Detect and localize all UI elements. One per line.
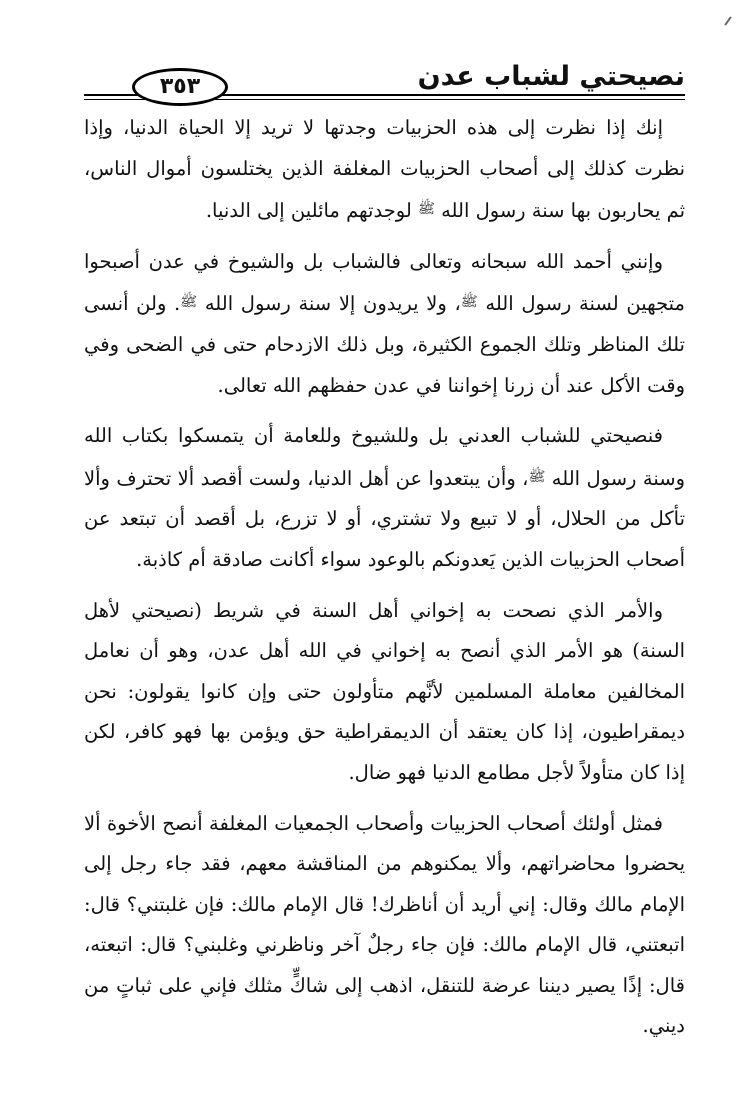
paragraph-4	[84, 591, 685, 794]
paragraph-5-text-1: فمثل أولئك أصحاب الحزبيات وأصحاب الجمعيات المغلفة أنصح الأخوة ألا يحضروا محاضراتهم، وألا يمكنوهم من المناقشة معهم، فقد جاء رجل إلى الإمام مالك وقال: إني أريد أن أناظرك! قال الإمام مالك: فإن غلبتني؟ قال: اتبعتني، قال الإمام مالك: فإن جاء رجلٌ آخر وناظرني وغلبني؟ قال: اتبعته، قال: إذًا يصير ديننا عرضة للتنقل، اذهب إلى شاكٍّ مثلك فإني على ثباتٍ من ديني.	[84, 811, 685, 1038]
paragraph-1-text-2: لوجدتهم مائلين إلى الدنيا.	[205, 199, 418, 223]
page-header	[84, 56, 685, 108]
paragraph-2-text-3: . ولن أنسى تلك المناظر وتلك الجموع الكثيرة، وبل ذلك الازدحام حتى في الضحى وفي وقت الأكل عند أن زرنا إخواننا في عدن حفظهم الله تعالى.	[84, 292, 685, 397]
paragraph-2	[84, 242, 685, 406]
paragraph-2-text-1: وإنني أحمد الله سبحانه وتعالى فالشباب بل والشيوخ في عدن أصبحوا متجهين لسنة رسول الله	[84, 249, 685, 316]
honorific-mark: ﷺ	[460, 294, 478, 311]
paragraph-3-text-1: فنصيحتي للشباب العدني بل وللشيوخ وللعامة أن يتمسكوا بكتاب الله وسنة رسول الله	[84, 424, 685, 490]
paragraph-5	[84, 804, 685, 1048]
honorific-mark: ﷺ	[417, 201, 435, 218]
paragraph-1	[84, 108, 685, 232]
paragraph-1-text-1: إنك إذا نظرت إلى هذه الحزبيات وجدتها لا تريد إلا الحياة الدنيا، وإذا نظرت كذلك إلى أصحاب الحزبيات المغلفة الذين يختلسون أموال الناس، ثم يحاربون بها سنة رسول الله	[84, 116, 685, 223]
honorific-mark: ﷺ	[180, 294, 198, 311]
running-title: نصيحتي لشباب عدن	[410, 60, 685, 94]
paragraph-4-text-1: والأمر الذي نصحت به إخواني أهل السنة في شريط (نصيحتي لأهل السنة) هو الأمر الذي أنصح به إخواني في الله أهل عدن، وهو أن نعامل المخالفين معاملة المسلمين لأنَّهم متأولون حتى وإن كانوا يقولون: نحن ديمقراطيون، إذا كان يعتقد أن الديمقراطية حق ويؤمن بها فهو كافر، لكن إذا كان متأولاً لأجل مطامع الدنيا فهو ضال.	[84, 598, 685, 784]
corner-mark	[724, 16, 731, 25]
page-number: ٣٥٣	[132, 68, 228, 106]
paragraph-3-text-2: ، وأن يبتعدوا عن أهل الدنيا، ولست أقصد ألا تحترف وألا تأكل من الحلال، أو لا تبيع ولا تشتري، أو لا تزرع، بل أقصد أن تبتعد عن أصحاب الحزبيات الذين يَعدونكم بالوعود سواء أكانت صادقة أم كاذبة.	[84, 466, 685, 571]
honorific-mark: ﷺ	[528, 468, 546, 485]
body-text	[84, 108, 685, 1057]
paragraph-2-text-2: ، ولا يريدون إلا سنة رسول الله	[197, 292, 461, 316]
paragraph-3	[84, 416, 685, 580]
